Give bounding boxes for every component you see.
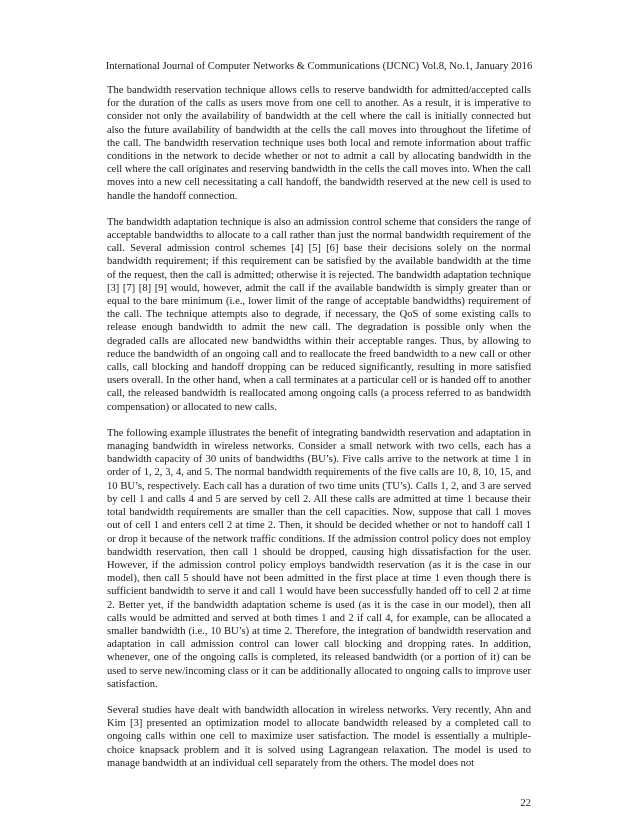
running-header: International Journal of Computer Networks & Communications (IJCNC) Vol.8, No.1, January 2016 xyxy=(105,61,533,72)
article-body xyxy=(107,84,531,783)
paragraph-related-studies: Several studies have dealt with bandwidth allocation in wireless networks. Very recently, Ahn and Kim [3] presented an optimization model to allocate bandwidth released by a completed call to ongoing calls within one cell to maximize user satisfaction. The model is essentially a multiple-choice knapsack problem and it is solved using Lagrangean relaxation. The model is used to manage bandwidth at an individual cell separately from the others. The model does not xyxy=(107,704,531,769)
paragraph-bandwidth-adaptation: The bandwidth adaptation technique is also an admission control scheme that considers the range of acceptable bandwidths to allocate to a call rather than just the normal bandwidth requirement of the call. Several admission control schemes [4] [5] [6] base their decisions solely on the normal bandwidth requirement; if this requirement can be satisfied by the available bandwidth at the time of the request, then the call is admitted; otherwise it is rejected. The bandwidth adaptation technique [3] [7] [8] [9] would, however, admit the call if the available bandwidth is simply greater than or equal to the bare minimum (i.e., lower limit of the range of acceptable bandwidths) requirement of the call. The technique attempts also to degrade, if necessary, the QoS of some existing calls to release enough bandwidth to admit the new call. The degradation is possible only when the degraded calls are allocated new bandwidths within their acceptable ranges. Thus, by allowing to reduce the bandwidth of an ongoing call and to reallocate the freed bandwidth to a new call or other calls, call blocking and handoff dropping can be reduced significantly, resulting in more satisfied users overall. In the other hand, when a call terminates at a particular cell or is handed off to another call, the released bandwidth is reallocated among ongoing calls (a process referred to as bandwidth compensation) or allocated to new calls. xyxy=(107,216,531,413)
paragraph-bandwidth-reservation: The bandwidth reservation technique allows cells to reserve bandwidth for admitted/accepted calls for the duration of the calls as users move from one cell to another. As a result, it is imperative to consider not only the availability of bandwidth at the cell where the call is initially connected but also the future availability of bandwidth at the cells the call moves into throughout the lifetime of the call. The bandwidth reservation technique uses both local and remote information about traffic conditions in the network to decide whether or not to admit a call by allocating bandwidth in the cell where the call originates and reserving bandwidth in the cells the call moves into. When the call moves into a new cell necessitating a call handoff, the bandwidth reserved at the new cell is used to handle the handoff connection. xyxy=(107,85,531,202)
paragraph-example: The following example illustrates the benefit of integrating bandwidth reservation and adaptation in managing bandwidth in wireless networks. Consider a small network with two cells, each has a bandwidth capacity of 30 units of bandwidths (BU’s). Five calls arrive to the network at time 1 in order of 1, 2, 3, 4, and 5. The normal bandwidth requirements of the five calls are 10, 8, 10, 15, and 10 BU’s, respectively. Each call has a duration of two time units (TU’s). Calls 1, 2, and 3 are served by cell 1 and calls 4 and 5 are served by cell 2. All these calls are admitted at time 1 because their total bandwidth requirements are smaller than the cell capacities. Now, suppose that call 1 moves out of cell 1 and enters cell 2 at time 2. Then, it should be decided whether or not to handoff call 1 or drop it because of the network traffic conditions. If the admission control policy does not employ bandwidth reservation, then call 1 should be dropped, causing high dissatisfaction for the user. However, if the admission control policy employs bandwidth reservation (as it is the case in our model), then call 5 should have not been admitted in the first place at time 1 even though there is sufficient bandwidth to serve it and call 1 would have been successfully handed off to cell 2 at time 2. Better yet, if the bandwidth adaptation scheme is used (as it is the case in our model), then all calls would be admitted and served at both times 1 and 2 if call 4, for example, can be allocated a smaller bandwidth (i.e., 10 BU’s) at time 2. Therefore, the integration of bandwidth reservation and adaptation in call admission control can lower call blocking and dropping rates. In addition, whenever, one of the ongoing calls is completed, its released bandwidth (or a portion of it) can be used to serve new/incoming class or it can be additionally allocated to ongoing calls to improve user satisfaction. xyxy=(107,427,531,690)
page-number: 22 xyxy=(520,798,531,809)
